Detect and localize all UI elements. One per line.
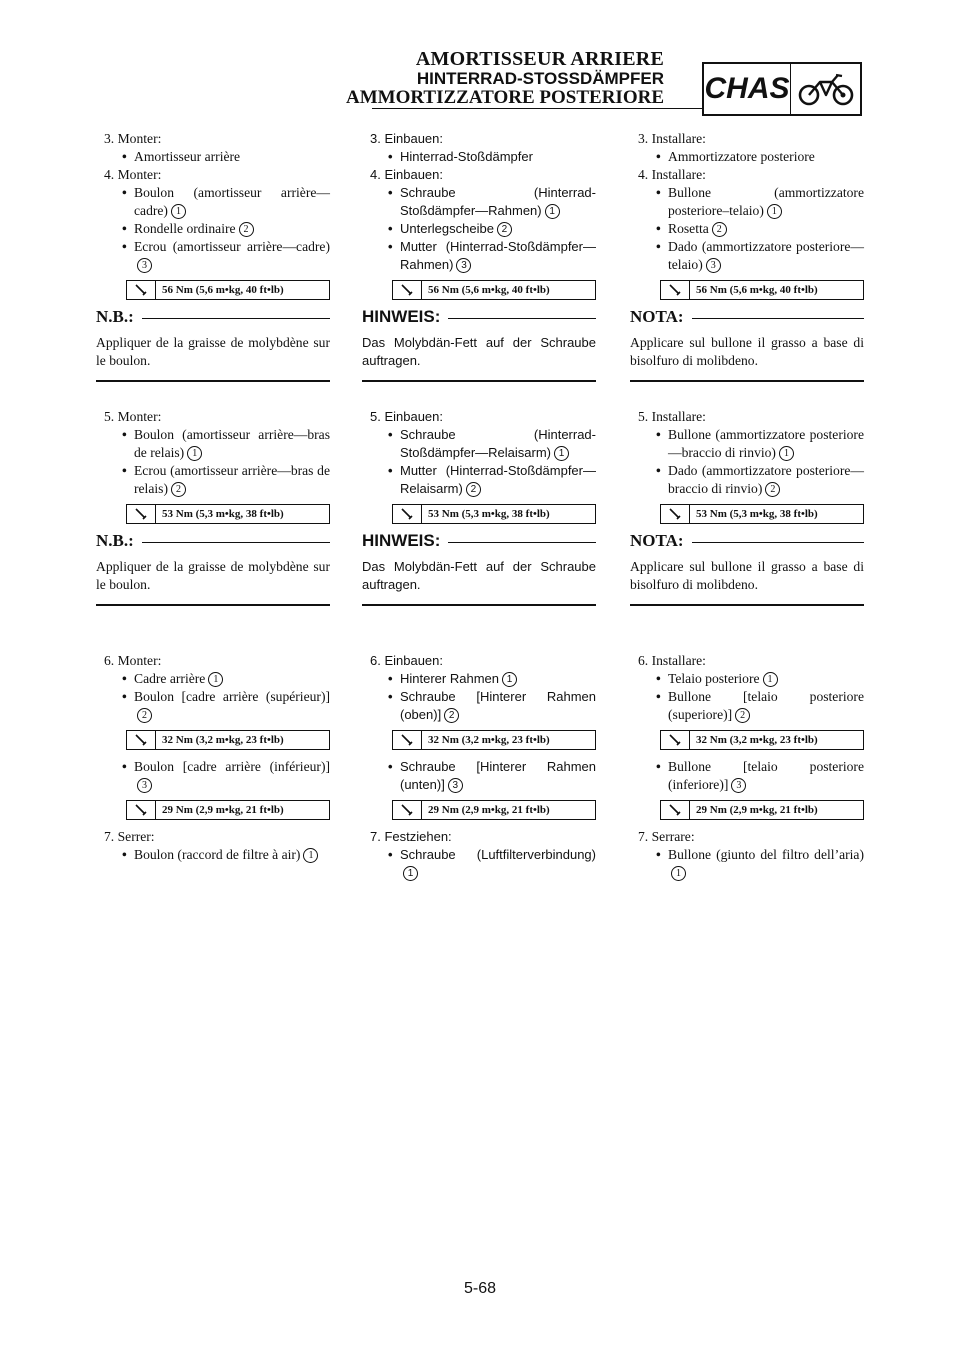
- wrench-icon: [393, 731, 422, 749]
- callout-number: 1: [671, 866, 686, 881]
- list-item: • Bullone [telaio posteriore (superiore)] 2: [630, 688, 864, 724]
- list-item: • Schraube [Hinterer Rahmen (unten)] 3: [362, 758, 596, 794]
- note-text: Appliquer de la graisse de molybdène sur le boulon.: [96, 335, 330, 368]
- wrench-icon: [127, 731, 156, 749]
- steps-3-4: [96, 130, 330, 382]
- list-item: • Dado (ammortizzatore posteriore—braccio di rinvio) 2: [630, 462, 864, 498]
- callout-number: 3: [448, 778, 463, 793]
- wrench-icon: [393, 281, 422, 299]
- callout-number: 3: [456, 258, 471, 273]
- motorcycle-icon: [791, 64, 860, 114]
- header-rule: [372, 108, 702, 109]
- list-item: • Bullone (ammortizzatore posteriore—braccio di rinvio) 1: [630, 426, 864, 462]
- note-text: Applicare sul bullone il grasso a base di bisolfuro di molibdeno.: [630, 559, 864, 592]
- torque-spec: 53 Nm (5,3 m•kg, 38 ft•lb): [392, 504, 596, 524]
- step-label: 4. Installare:: [638, 167, 706, 182]
- wrench-icon: [127, 505, 156, 523]
- list-item: • Amortisseur arrière: [96, 148, 330, 166]
- callout-number: 1: [763, 672, 778, 687]
- steps-6-7: [630, 652, 864, 882]
- torque-spec: 32 Nm (3,2 m•kg, 23 ft•lb): [392, 730, 596, 750]
- note-heading: N.B.:: [96, 532, 330, 554]
- step-5: [630, 408, 864, 606]
- callout-number: 2: [466, 482, 481, 497]
- list-item: • Boulon [cadre arrière (inférieur)]3: [96, 758, 330, 794]
- note-text: Applicare sul bullone il grasso a base di bisolfuro di molibdeno.: [630, 335, 864, 368]
- list-item: • Bullone (giunto del filtro dell’aria)1: [630, 846, 864, 882]
- list-item: • Boulon (amortisseur arrière—cadre) 1: [96, 184, 330, 220]
- note-end-rule: [630, 380, 864, 382]
- note-end-rule: [96, 604, 330, 606]
- list-item: • Rosetta 2: [630, 220, 864, 238]
- list-item: • Ecrou (amortisseur arrière—bras de relais) 2: [96, 462, 330, 498]
- list-item: • Ecrou (amortisseur arrière—cadre)3: [96, 238, 330, 274]
- list-item: • Mutter (Hinterrad-Stoßdämpfer—Relaisarm) 2: [362, 462, 596, 498]
- step-label: 4. Einbauen:: [370, 167, 444, 182]
- callout-number: 2: [444, 708, 459, 723]
- note-heading: HINWEIS:: [362, 308, 596, 330]
- title-fr: AMORTISSEUR ARRIERE: [415, 48, 664, 70]
- list-item: • Hinterer Rahmen 1: [362, 670, 596, 688]
- list-item: • Schraube (Luftfilterverbindung)1: [362, 846, 596, 882]
- wrench-icon: [661, 731, 690, 749]
- step-label: 7. Serrer:: [104, 829, 155, 844]
- note-text: Das Molybdän-Fett auf der Schraube auftragen.: [362, 559, 596, 592]
- callout-number: 1: [403, 866, 418, 881]
- list-item: • Schraube (Hinterrad-Stoßdämpfer—Relaisarm) 1: [362, 426, 596, 462]
- callout-number: 1: [187, 446, 202, 461]
- step-5: [96, 408, 330, 606]
- list-item: • Unterlegscheibe 2: [362, 220, 596, 238]
- wrench-icon: [393, 801, 422, 819]
- callout-number: 3: [706, 258, 721, 273]
- callout-number: 2: [765, 482, 780, 497]
- step-label: 4. Monter:: [104, 167, 162, 182]
- step-5: [362, 408, 596, 606]
- torque-spec: 56 Nm (5,6 m•kg, 40 ft•lb): [660, 280, 864, 300]
- step-label: 3. Monter:: [104, 131, 162, 146]
- list-item: • Cadre arrière 1: [96, 670, 330, 688]
- list-item: • Dado (ammortizzatore posteriore—telaio) 3: [630, 238, 864, 274]
- list-item: • Boulon (raccord de filtre à air) 1: [96, 846, 330, 864]
- callout-number: 2: [735, 708, 750, 723]
- callout-number: 3: [137, 258, 152, 273]
- callout-number: 3: [137, 778, 152, 793]
- list-item: • Schraube [Hinterer Rahmen (oben)] 2: [362, 688, 596, 724]
- list-item: • Bullone [telaio posteriore (inferiore)] 3: [630, 758, 864, 794]
- list-item: • Rondelle ordinaire 2: [96, 220, 330, 238]
- torque-spec: 29 Nm (2,9 m•kg, 21 ft•lb): [126, 800, 330, 820]
- callout-number: 2: [137, 708, 152, 723]
- callout-number: 3: [731, 778, 746, 793]
- torque-spec: 29 Nm (2,9 m•kg, 21 ft•lb): [392, 800, 596, 820]
- note-heading: HINWEIS:: [362, 532, 596, 554]
- wrench-icon: [661, 801, 690, 819]
- step-label: 6. Monter:: [104, 653, 162, 668]
- callout-number: 2: [171, 482, 186, 497]
- torque-spec: 32 Nm (3,2 m•kg, 23 ft•lb): [126, 730, 330, 750]
- wrench-icon: [127, 801, 156, 819]
- step-label: 3. Installare:: [638, 131, 706, 146]
- list-item: • Telaio posteriore 1: [630, 670, 864, 688]
- steps-3-4: [630, 130, 864, 382]
- wrench-icon: [127, 281, 156, 299]
- steps-6-7: [362, 652, 596, 882]
- note-heading: NOTA:: [630, 308, 864, 330]
- title-de: HINTERRAD-STOSSDÄMPFER: [416, 69, 664, 88]
- note-heading: N.B.:: [96, 308, 330, 330]
- callout-number: 1: [545, 204, 560, 219]
- torque-spec: 53 Nm (5,3 m•kg, 38 ft•lb): [660, 504, 864, 524]
- step-label: 6. Installare:: [638, 653, 706, 668]
- callout-number: 1: [208, 672, 223, 687]
- torque-spec: 53 Nm (5,3 m•kg, 38 ft•lb): [126, 504, 330, 524]
- step-label: 5. Einbauen:: [370, 409, 444, 424]
- note-end-rule: [362, 380, 596, 382]
- callout-number: 2: [239, 222, 254, 237]
- wrench-icon: [661, 505, 690, 523]
- note-end-rule: [362, 604, 596, 606]
- list-item: • Mutter (Hinterrad-Stoßdämpfer—Rahmen) 3: [362, 238, 596, 274]
- note-text: Das Molybdän-Fett auf der Schraube auftragen.: [362, 335, 596, 368]
- list-item: • Ammortizzatore posteriore: [630, 148, 864, 166]
- list-item: • Bullone (ammortizzatore posteriore–telaio) 1: [630, 184, 864, 220]
- step-label: 7. Festziehen:: [370, 829, 452, 844]
- wrench-icon: [393, 505, 422, 523]
- step-label: 3. Einbauen:: [370, 131, 444, 146]
- callout-number: 1: [779, 446, 794, 461]
- note-end-rule: [96, 380, 330, 382]
- callout-number: 2: [712, 222, 727, 237]
- section-code: CHAS: [704, 64, 791, 114]
- note-heading: NOTA:: [630, 532, 864, 554]
- step-label: 7. Serrare:: [638, 829, 695, 844]
- callout-number: 1: [767, 204, 782, 219]
- callout-number: 1: [303, 848, 318, 863]
- list-item: • Schraube (Hinterrad-Stoßdämpfer—Rahmen) 1: [362, 184, 596, 220]
- list-item: • Hinterrad-Stoßdämpfer: [362, 148, 596, 166]
- torque-spec: 29 Nm (2,9 m•kg, 21 ft•lb): [660, 800, 864, 820]
- step-label: 5. Installare:: [638, 409, 706, 424]
- page-header: [346, 50, 664, 107]
- steps-6-7: [96, 652, 330, 864]
- section-badge: [702, 62, 862, 116]
- callout-number: 2: [497, 222, 512, 237]
- callout-number: 1: [554, 446, 569, 461]
- note-text: Appliquer de la graisse de molybdène sur le boulon.: [96, 559, 330, 592]
- steps-3-4: [362, 130, 596, 382]
- page-number: 5-68: [463, 1280, 497, 1297]
- list-item: • Boulon (amortisseur arrière—bras de relais) 1: [96, 426, 330, 462]
- torque-spec: 56 Nm (5,6 m•kg, 40 ft•lb): [392, 280, 596, 300]
- title-it: AMMORTIZZATORE POSTERIORE: [346, 87, 664, 108]
- wrench-icon: [661, 281, 690, 299]
- list-item: • Boulon [cadre arrière (supérieur)]2: [96, 688, 330, 724]
- callout-number: 1: [171, 204, 186, 219]
- callout-number: 1: [502, 672, 517, 687]
- step-label: 6. Einbauen:: [370, 653, 444, 668]
- step-label: 5. Monter:: [104, 409, 162, 424]
- torque-spec: 32 Nm (3,2 m•kg, 23 ft•lb): [660, 730, 864, 750]
- note-end-rule: [630, 604, 864, 606]
- torque-spec: 56 Nm (5,6 m•kg, 40 ft•lb): [126, 280, 330, 300]
